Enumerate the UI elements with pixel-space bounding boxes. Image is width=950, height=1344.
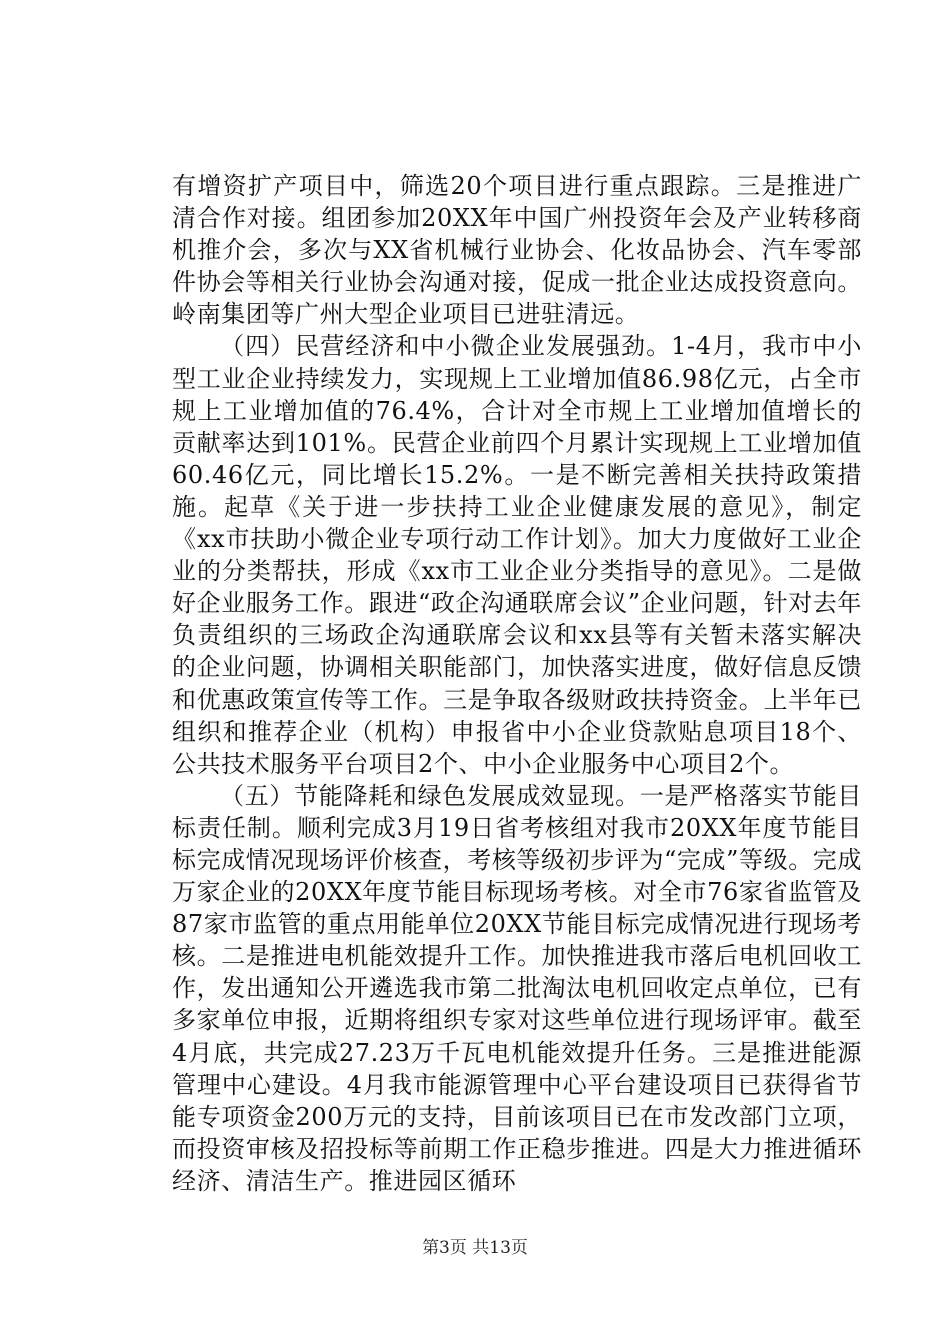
page-number-footer: 第3页 共13页 <box>422 1238 528 1258</box>
paragraph-continuation: 有增资扩产项目中，筛选20个项目进行重点跟踪。三是推进广清合作对接。组团参加20XX年中国广州投资年会及产业转移商机推介会，多次与XX省机械行业协会、化妆品协会、汽车零部件协会等相关行业协会沟通对接，促成一批企业达成投资意向。岭南集团等广州大型企业项目已进驻清远。 <box>172 172 862 329</box>
body-text <box>172 170 862 1197</box>
paragraph-private-economy: （四）民营经济和中小微企业发展强劲。1-4月，我市中小型工业企业持续发力，实现规上工业增加值86.98亿元，占全市规上工业增加值的76.4%，合计对全市规上工业增加值增长的贡献率达到101%。民营企业前四个月累计实现规上工业增加值60.46亿元，同比增长15.2%。一是不断完善相关扶持政策措施。起草《关于进一步扶持工业企业健康发展的意见》，制定《xx市扶助小微企业专项行动工作计划》。加大力度做好工业企业的分类帮扶，形成《xx市工业企业分类指导的意见》。二是做好企业服务工作。跟进“政企沟通联席会议”企业问题，针对去年负责组织的三场政企沟通联席会议和xx县等有关暂未落实解决的企业问题，协调相关职能部门，加快落实进度，做好信息反馈和优惠政策宣传等工作。三是争取各级财政扶持资金。上半年已组织和推荐企业（机构）申报省中小企业贷款贴息项目18个、公共技术服务平台项目2个、中小企业服务中心项目2个。 <box>172 332 862 778</box>
paragraph-energy-saving: （五）节能降耗和绿色发展成效显现。一是严格落实节能目标责任制。顺利完成3月19日省考核组对我市20XX年度节能目标完成情况现场评价核查，考核等级初步评为“完成”等级。完成万家企业的20XX年度节能目标现场考核。对全市76家省监管及87家市监管的重点用能单位20XX节能目标完成情况进行现场考核。二是推进电机能效提升工作。加快推进我市落后电机回收工作，发出通知公开遴选我市第二批淘汰电机回收定点单位，已有多家单位申报，近期将组织专家对这些单位进行现场评审。截至4月底，共完成27.23万千瓦电机能效提升任务。三是推进能源管理中心建设。4月我市能源管理中心平台建设项目已获得省节能专项资金200万元的支持，目前该项目已在市发改部门立项，而投资审核及招投标等前期工作正稳步推进。四是大力推进循环经济、清洁生产。推进园区循环 <box>172 781 862 1195</box>
